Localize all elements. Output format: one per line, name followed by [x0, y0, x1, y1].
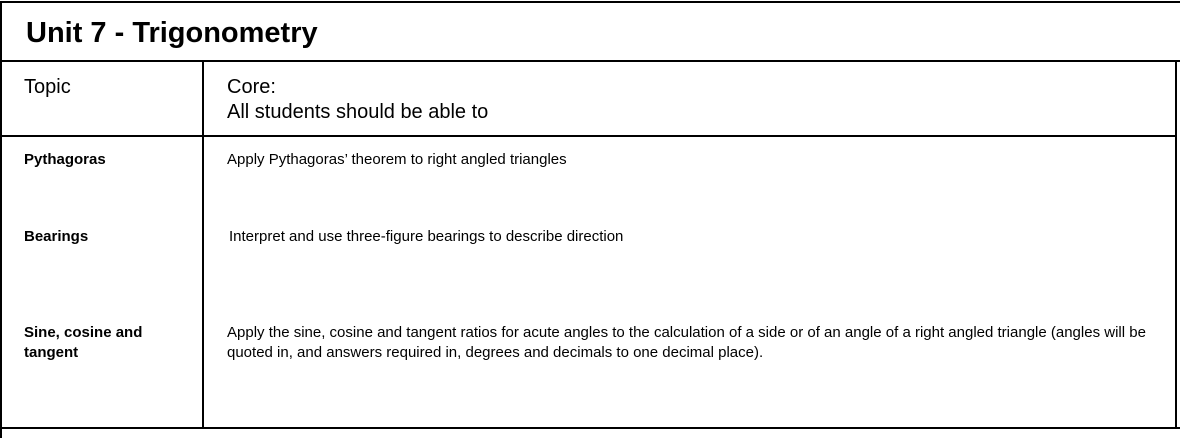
objective-pythagoras: Apply Pythagoras’ theorem to right angled triangles — [227, 151, 567, 168]
objective-sine-cosine-tangent: Apply the sine, cosine and tangent ratios for acute angles to the calculation of a side or of an angle of a right angled triangle (angles will be quoted in, and answers required in, degrees and decimals to one decimal place). — [227, 324, 1146, 361]
topic-column-header: Topic — [24, 76, 71, 98]
right-border — [1175, 60, 1177, 429]
core-column-subheader: All students should be able to — [227, 101, 489, 123]
bottom-border — [0, 427, 1180, 429]
header-divider — [0, 135, 1176, 137]
column-divider — [202, 60, 204, 429]
topic-pythagoras: Pythagoras — [24, 151, 106, 168]
topic-sine-cosine-tangent: Sine, cosine and tangent — [24, 324, 143, 361]
unit-title: Unit 7 - Trigonometry — [26, 17, 318, 49]
objective-bearings: Interpret and use three-figure bearings to describe direction — [229, 228, 624, 245]
core-column-header: Core: — [227, 76, 276, 98]
left-border — [0, 1, 2, 438]
topic-bearings: Bearings — [24, 228, 89, 245]
top-border — [0, 1, 1180, 3]
title-divider — [0, 60, 1180, 62]
